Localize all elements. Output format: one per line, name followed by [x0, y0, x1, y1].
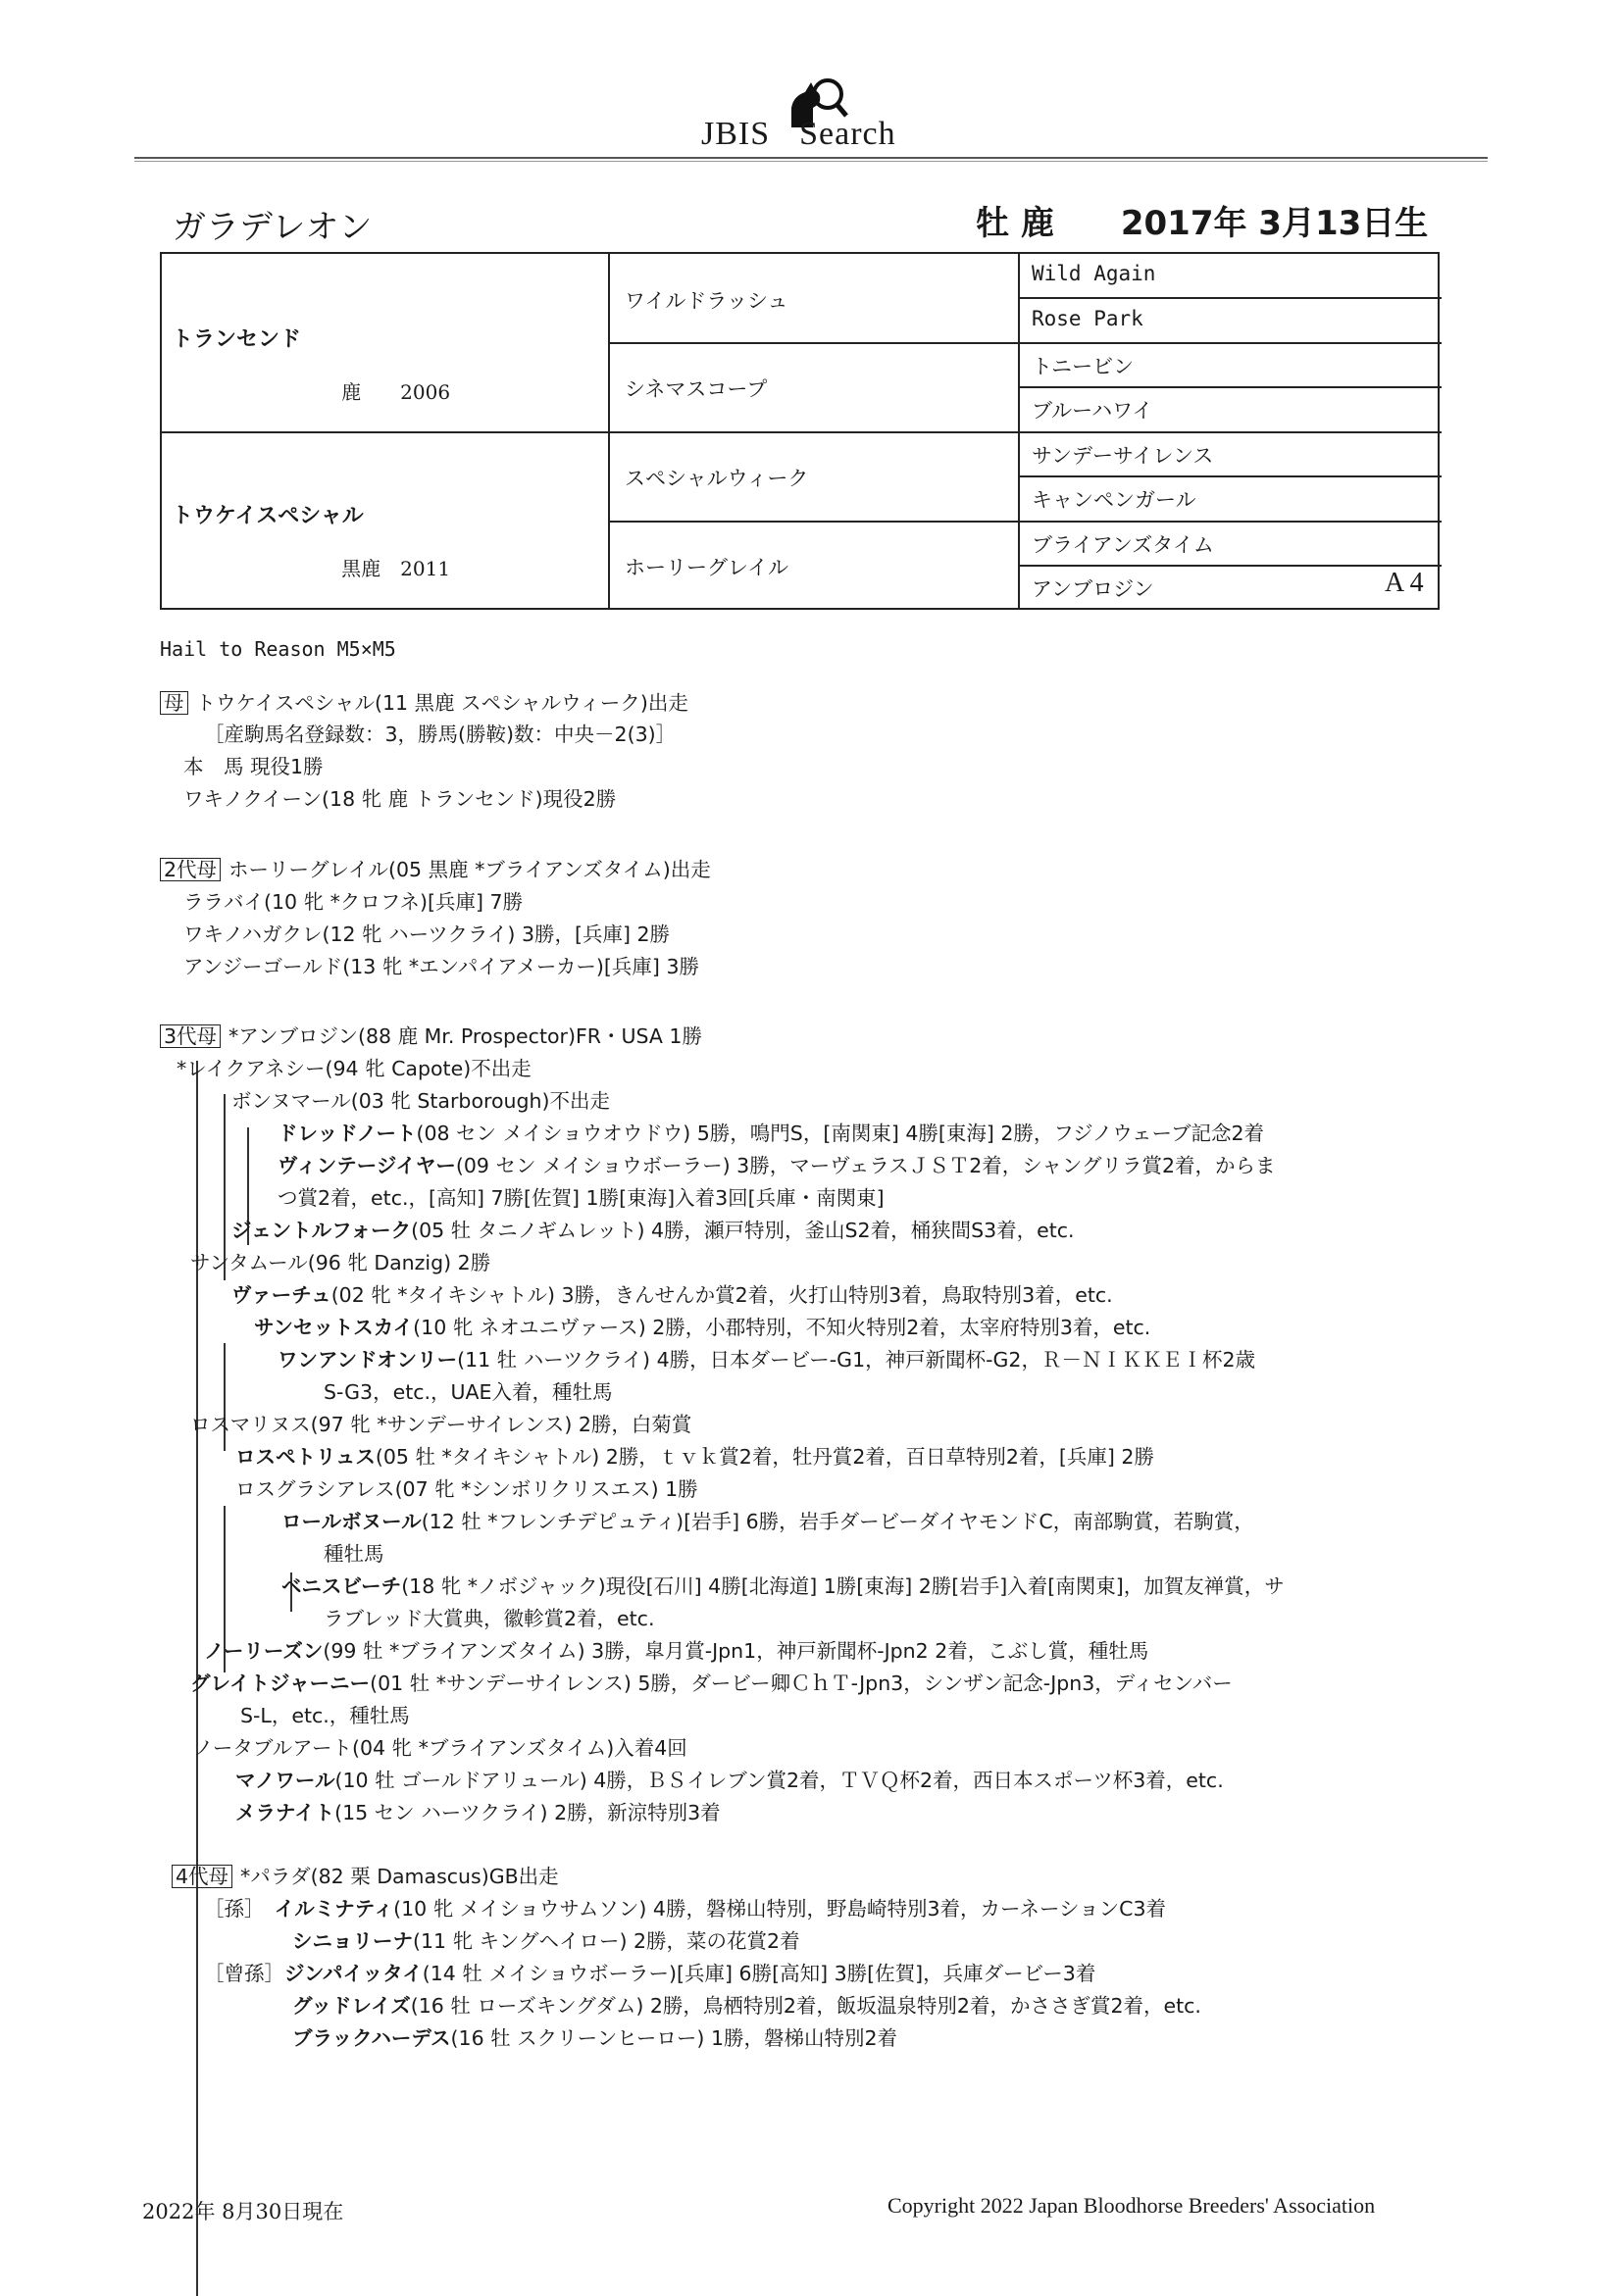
gen2-line-1: ララバイ(10 牝 *クロフネ)[兵庫] 7勝 — [183, 890, 524, 914]
gen3-line-6: ジェントルフォーク(05 牡 タニノギムレット) 4勝，瀬戸特別，釜山S2着，桶狭間S3着，etc. — [231, 1219, 1075, 1242]
gen2-line-2: ワキノハガクレ(12 牝 ハーツクライ) 3勝，[兵庫] 2勝 — [183, 923, 671, 946]
gen4-line-2: シニョリーナ(11 牝 キングヘイロー) 2勝，菜の花賞2着 — [292, 1929, 800, 1953]
gen3-line-16: 種牡馬 — [324, 1542, 384, 1566]
sex-color: 牡 鹿 — [976, 204, 1054, 243]
gen3-line-8: ヴァーチュ(02 牝 *タイキシャトル) 3勝，きんせんか賞2着，火打山特別3着，鳥取特別3着，etc. — [231, 1283, 1113, 1307]
horse-info — [976, 196, 1428, 244]
gen3-line-24: メラナイト(15 セン ハーツクライ) 2勝，新涼特別3着 — [235, 1801, 721, 1824]
logo-jbis: JBIS — [701, 116, 771, 152]
dam-tag: 母 — [160, 691, 188, 715]
gen3-8: アンブロジン — [1032, 577, 1154, 601]
gen2-dam-dam: ホーリーグレイル — [625, 556, 788, 579]
gen4-line-1: ［孫］ イルミナティ(10 牝 メイショウサムソン) 4勝，磐梯山特別，野島崎特別3着，カーネーションC3着 — [204, 1897, 1167, 1921]
gen3-line-1: *レイクアネシー(94 牝 Capote)不出走 — [177, 1057, 532, 1080]
logo-search: Search — [799, 116, 896, 152]
gen3-3: トニービン — [1032, 355, 1135, 378]
dam-line-0: トウケイスペシャル(11 黒鹿 スペシャルウィーク)出走 — [195, 691, 688, 715]
gen3-line-9: サンセットスカイ(10 牝 ネオユニヴァース) 2勝，小郡特別，不知火特別2着，太宰府特別3着，etc. — [254, 1316, 1151, 1339]
gen3-line-21: S-L，etc.，種牡馬 — [240, 1704, 410, 1727]
sire-year: 2006 — [400, 380, 451, 404]
gen3-7: ブライアンズタイム — [1032, 533, 1214, 557]
gen3-2: Rose Park — [1032, 307, 1143, 330]
gen3-line-13: ロスペトリュス(05 牡 *タイキシャトル) 2勝，ｔｖｋ賞2着，牡丹賞2着，百日草特別2着，[兵庫] 2勝 — [235, 1445, 1154, 1469]
gen3-line-0: *アンブロジン(88 鹿 Mr. Prospector)FR・USA 1勝 — [228, 1024, 702, 1048]
gen4-line-5: ブラックハーデス(16 牡 スクリーンヒーロー) 1勝，磐梯山特別2着 — [292, 2026, 898, 2050]
gen3-line-3: ドレッドノート(08 セン メイショウオウドウ) 5勝，鳴門S，[南関東] 4勝[東海] 2勝，フジノウェーブ記念2着 — [278, 1122, 1264, 1145]
footer-copyright: Copyright 2022 Japan Bloodhorse Breeders' Association — [887, 2193, 1376, 2218]
gen4-line-0: *パラダ(82 栗 Damascus)GB出走 — [240, 1865, 559, 1888]
gen3-line-2: ボンヌマール(03 牝 Starborough)不出走 — [231, 1089, 610, 1113]
horse-name: ガラデレオン — [173, 208, 373, 247]
dam-cell — [172, 499, 450, 605]
gen3-5: サンデーサイレンス — [1032, 444, 1214, 468]
gen3-line-23: マノワール(10 牡 ゴールドアリュール) 4勝，ＢＳイレブン賞2着，ＴＶＱ杯2着，西日本スポーツ杯3着，etc. — [235, 1769, 1224, 1792]
gen3-line-5: つ賞2着，etc.，[高知] 7勝[佐賀] 1勝[東海]入着3回[兵庫・南関東] — [278, 1186, 885, 1210]
sire-color: 鹿 — [341, 380, 362, 404]
gen3-line-19: ノーリーズン(99 牡 *ブライアンズタイム) 3勝，皐月賞-Jpn1，神戸新聞杯-Jpn2 2着，こぶし賞，種牡馬 — [204, 1639, 1149, 1663]
gen3-line-20: グレイトジャーニー(01 牡 *サンデーサイレンス) 5勝，ダービー卿ＣｈＴ-Jpn3，シンザン記念-Jpn3，ディセンバー — [190, 1672, 1233, 1695]
gen3-1: Wild Again — [1032, 262, 1156, 285]
gen3-line-10: ワンアンドオンリー(11 牡 ハーツクライ) 4勝，日本ダービー-G1，神戸新聞杯-G2，Ｒ－ＮＩＫＫＥＩ杯2歳 — [278, 1348, 1255, 1372]
gen3-line-18: ラブレッド大賞典，徽軫賞2着，etc. — [324, 1607, 655, 1630]
footer-date: 2022年 8月30日現在 — [142, 2200, 344, 2223]
gen4-line-4: グッドレイズ(16 牡 ローズキングダム) 2勝，鳥栖特別2着，飯坂温泉特別2着，かささぎ賞2着，etc. — [292, 1994, 1201, 2018]
gen3-line-22: ノータブルアート(04 牝 *ブライアンズタイム)入着4回 — [193, 1736, 687, 1760]
gen4-line-3: ［曾孫］ジンパイッタイ(14 牡 メイショウボーラー)[兵庫] 6勝[高知] 3勝[佐賀]，兵庫ダービー3着 — [204, 1962, 1096, 1985]
gen3-line-15: ロールボヌール(12 牡 *フレンチデピュティ)[岩手] 6勝，岩手ダービーダイヤモンドC，南部駒賞，若駒賞， — [281, 1510, 1254, 1533]
gen3-line-12: ロスマリヌス(97 牝 *サンデーサイレンス) 2勝，白菊賞 — [190, 1413, 692, 1436]
gen3-line-11: S-G3，etc.，UAE入着，種牡馬 — [324, 1380, 613, 1404]
sire-name: トランセンド — [172, 327, 302, 352]
gen2-line-3: アンジーゴールド(13 牝 *エンパイアメーカー)[兵庫] 3勝 — [183, 955, 699, 978]
gen3-line-17: ベニスビーチ(18 牝 *ノボジャック)現役[石川] 4勝[北海道] 1勝[東海] 2勝[岩手]入着[南関東]，加賀友禅賞，サ — [281, 1574, 1285, 1598]
gen3-tag: 3代母 — [160, 1024, 221, 1048]
jbis-search-logo — [701, 69, 937, 157]
dam-color: 黒鹿 — [341, 557, 381, 580]
gen2-line-0: ホーリーグレイル(05 黒鹿 *ブライアンズタイム)出走 — [228, 858, 711, 881]
birthdate: 2017年 3月13日生 — [1120, 204, 1429, 243]
gen3-line-4: ヴィンテージイヤー(09 セン メイショウボーラー) 3勝，マーヴェラスＪＳＴ2着，シャングリラ賞2着，からま — [278, 1154, 1276, 1177]
gen2-sire-sire: ワイルドラッシュ — [625, 289, 788, 313]
gen2-tag: 2代母 — [160, 858, 221, 881]
gen3-line-14: ロスグラシアレス(07 牝 *シンボリクリスエス) 1勝 — [235, 1477, 698, 1501]
dam-line-1: ［産駒馬名登録数：3，勝馬(勝鞍)数：中央－2(3)］ — [204, 723, 677, 746]
dam-year: 2011 — [400, 557, 451, 580]
dam-line-3: ワキノクイーン(18 牝 鹿 トランセンド)現役2勝 — [183, 787, 617, 811]
header-rule — [134, 157, 1488, 159]
gen2-dam-sire: スペシャルウィーク — [625, 467, 809, 490]
gen2-sire-dam: シネマスコープ — [625, 377, 768, 401]
dam-name: トウケイスペシャル — [172, 504, 364, 528]
family-number: A 4 — [1385, 568, 1424, 598]
inbreeding-note: Hail to Reason M5×M5 — [160, 637, 396, 661]
pedigree-table — [160, 252, 1440, 610]
dam-line-2: 本 馬 現役1勝 — [183, 755, 324, 778]
gen3-6: キャンペンガール — [1032, 488, 1196, 512]
header-rule-thin — [134, 161, 1488, 162]
gen4-tag: 4代母 — [172, 1865, 232, 1888]
sire-cell — [172, 323, 450, 428]
gen3-4: ブルーハワイ — [1032, 399, 1153, 423]
gen3-line-7: サンタムール(96 牝 Danzig) 2勝 — [190, 1251, 491, 1274]
